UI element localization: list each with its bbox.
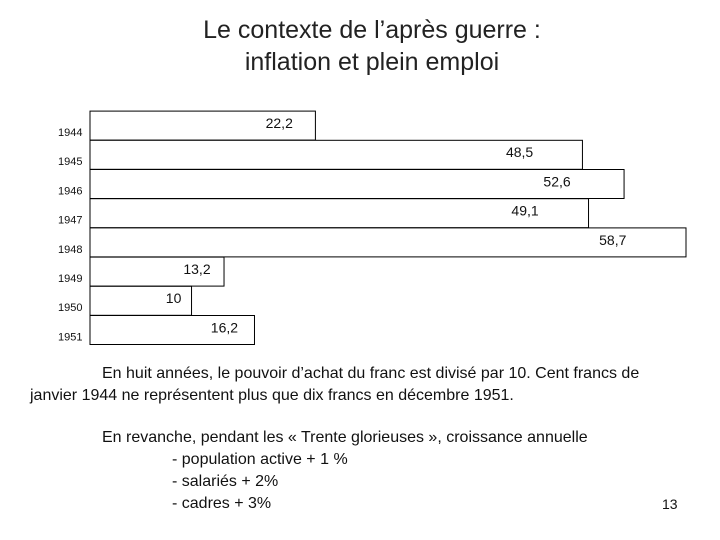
category-label-1946: 1946 — [58, 185, 83, 198]
paragraph-2: En revanche, pendant les « Trente glorieuses », croissance annuelle — [102, 429, 588, 446]
category-label-1948: 1948 — [58, 243, 83, 256]
category-label-1947: 1947 — [58, 214, 83, 227]
bullet-cadres: - cadres + 3% — [172, 495, 272, 512]
data-label-1947: 49,1 — [511, 202, 539, 219]
category-label-1945: 1945 — [58, 156, 83, 169]
page-number: 13 — [662, 496, 678, 512]
data-label-1944: 22,2 — [265, 115, 293, 131]
data-label-1951: 16,2 — [210, 319, 239, 336]
data-label-1945: 48,5 — [505, 144, 534, 161]
bullet-salaries: - salariés + 2% — [172, 473, 279, 490]
data-label-1946: 52,6 — [543, 173, 571, 190]
slide-title-line-2: inflation et plein emploi — [244, 48, 500, 76]
paragraph-1-line-1: En huit années, le pouvoir d’achat du franc est divisé par 10. Cent francs de — [102, 365, 640, 382]
data-label-1949: 13,2 — [183, 261, 211, 277]
bar-1948 — [90, 228, 686, 257]
category-label-1950: 1950 — [58, 302, 83, 315]
data-label-1948: 58,7 — [599, 231, 627, 248]
category-label-1949: 1949 — [58, 273, 83, 285]
paragraph-1-line-2: janvier 1944 ne représentent plus que dix francs en décembre 1951. — [30, 387, 514, 404]
category-label-1944: 1944 — [58, 127, 83, 139]
data-label-1950: 10 — [165, 290, 182, 307]
slide-title-line-1: Le contexte de l’après guerre : — [203, 16, 541, 44]
bullet-population-active: - population active + 1 % — [172, 451, 348, 468]
category-label-1951: 1951 — [58, 331, 83, 344]
